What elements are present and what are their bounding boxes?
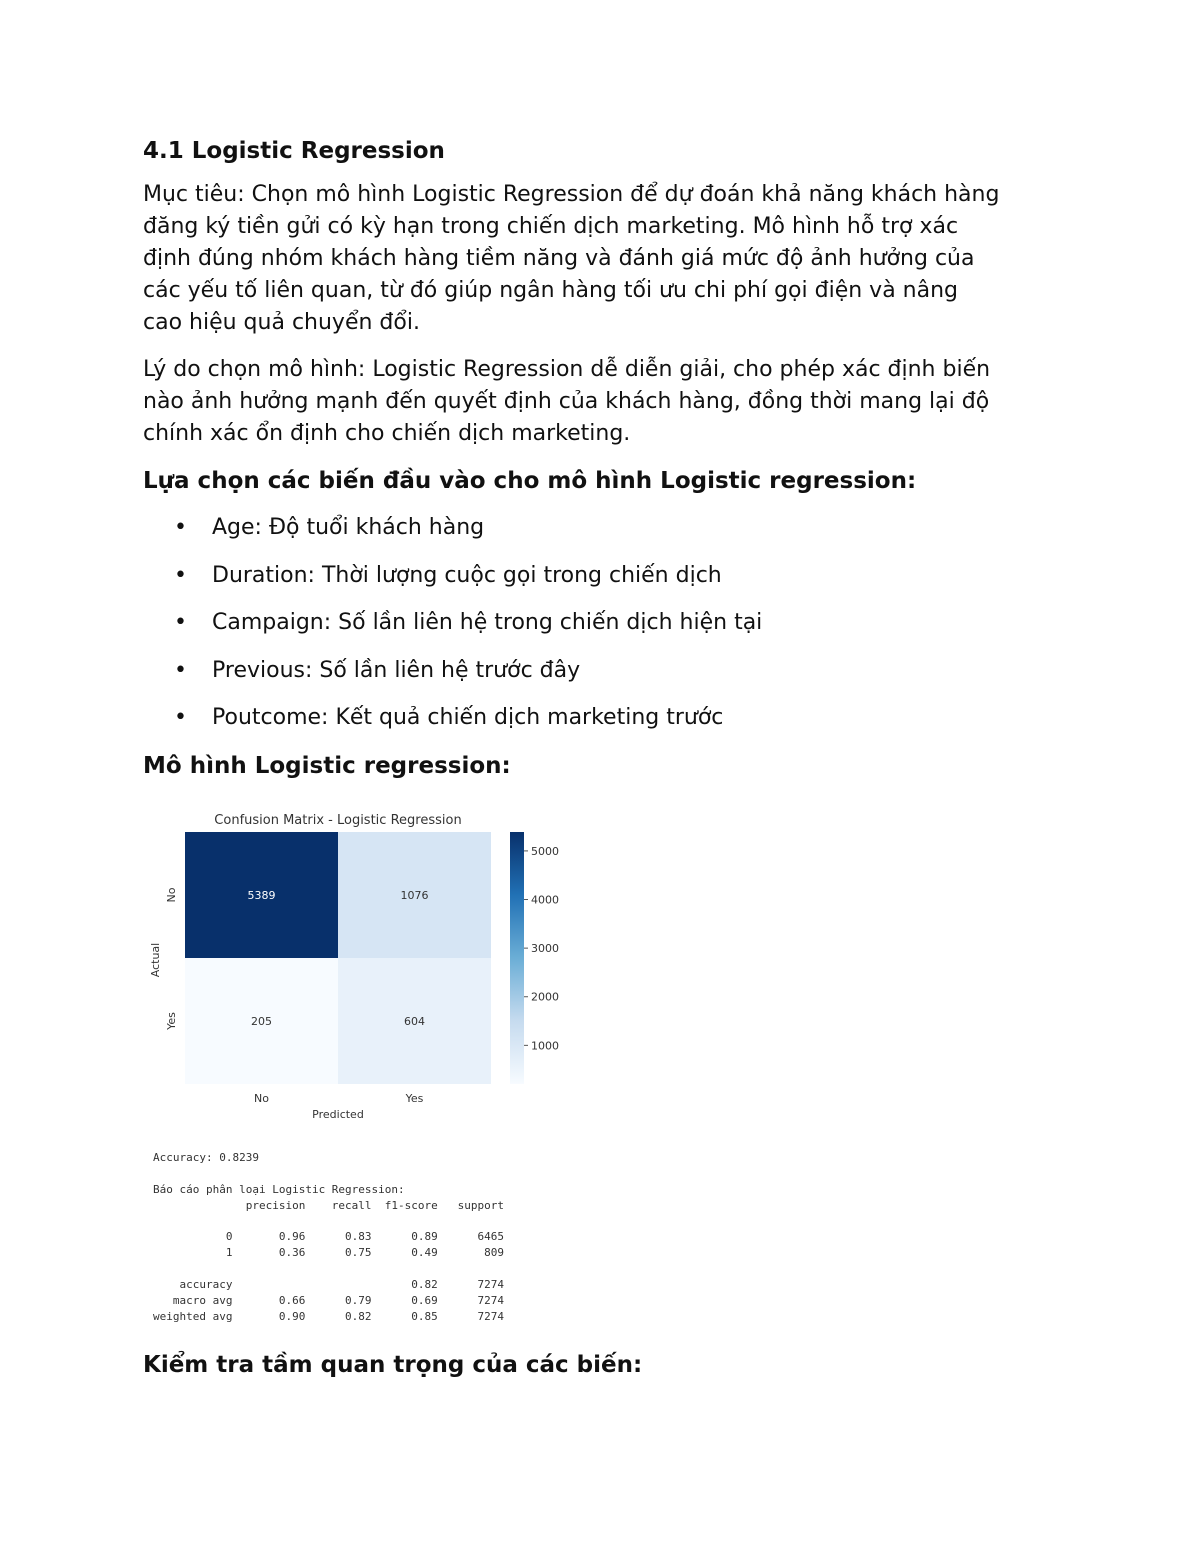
objective-paragraph [143, 179, 1083, 339]
variables-heading: Lựa chọn các biến đầu vào cho mô hình Logistic regression: [143, 468, 917, 494]
colorbar-tick-label: 4000 [531, 893, 559, 907]
y-tick-label: Yes [165, 1012, 178, 1030]
heatmap-cells [185, 832, 491, 1084]
y-axis-label: Actual [149, 942, 162, 978]
variable-text: Poutcome: Kết quả chiến dịch marketing trước [212, 705, 724, 730]
variable-text: Previous: Số lần liên hệ trước đây [212, 657, 581, 683]
report-row: accuracy 0.82 7274 [153, 1278, 504, 1291]
confusion-matrix-chart [143, 800, 583, 1132]
cell-value-label: 205 [251, 1015, 272, 1028]
bullet-icon: • [174, 657, 187, 683]
list-item [143, 560, 1083, 592]
cell-value-label: 5389 [247, 889, 276, 902]
reason-paragraph [143, 354, 1083, 450]
colorbar-tick-label: 5000 [531, 844, 559, 858]
list-item [143, 607, 1083, 639]
paragraph-line: chính xác ổn định cho chiến dịch marketing. [143, 421, 631, 446]
y-tick-label: No [165, 887, 178, 903]
accuracy-line: Accuracy: 0.8239 [153, 1151, 259, 1164]
report-row: macro avg 0.66 0.79 0.69 7274 [153, 1294, 504, 1307]
confusion-matrix-figure [143, 800, 583, 1132]
report-header: precision recall f1-score support [153, 1199, 504, 1212]
report-row: 1 0.36 0.75 0.49 809 [153, 1246, 504, 1259]
colorbar-tick-label: 3000 [531, 942, 559, 956]
colorbar-tick-label: 2000 [531, 990, 559, 1004]
paragraph-line: Lý do chọn mô hình: Logistic Regression dễ diễn giải, cho phép xác định biến [143, 357, 991, 382]
variable-text: Campaign: Số lần liên hệ trong chiến dịch hiện tại [212, 610, 763, 635]
colorbar-ticks [524, 845, 559, 1052]
report-row: 0 0.96 0.83 0.89 6465 [153, 1230, 504, 1243]
section-heading: 4.1 Logistic Regression [143, 138, 445, 164]
bullet-icon: • [174, 515, 187, 540]
bullet-icon: • [174, 610, 187, 635]
variable-text: Duration: Thời lượng cuộc gọi trong chiến dịch [212, 562, 722, 588]
colorbar [510, 832, 524, 1084]
cell-value-label: 1076 [400, 889, 429, 902]
colorbar-tick-label: 1000 [531, 1039, 559, 1053]
x-axis-label: Predicted [312, 1108, 364, 1121]
paragraph-line: đăng ký tiền gửi có kỳ hạn trong chiến dịch marketing. Mô hình hỗ trợ xác [143, 214, 959, 239]
bullet-icon: • [174, 705, 187, 730]
x-tick-label: No [254, 1092, 269, 1105]
cell-value-label: 604 [404, 1015, 425, 1028]
variable-text: Age: Độ tuổi khách hàng [212, 515, 485, 540]
x-tick-label: Yes [405, 1092, 424, 1105]
importance-heading: Kiểm tra tầm quan trọng của các biến: [143, 1352, 643, 1378]
report-title: Báo cáo phân loại Logistic Regression: [153, 1183, 405, 1196]
list-item [143, 655, 1083, 687]
model-heading: Mô hình Logistic regression: [143, 752, 511, 779]
chart-title: Confusion Matrix - Logistic Regression [214, 813, 462, 828]
list-item [143, 512, 1083, 544]
report-row: weighted avg 0.90 0.82 0.85 7274 [153, 1310, 504, 1323]
paragraph-line: cao hiệu quả chuyển đổi. [143, 310, 420, 335]
variables-list [143, 512, 1083, 734]
paragraph-line: các yếu tố liên quan, từ đó giúp ngân hàng tối ưu chi phí gọi điện và nâng [143, 278, 958, 303]
paragraph-line: Mục tiêu: Chọn mô hình Logistic Regression để dự đoán khả năng khách hàng [143, 182, 1000, 207]
classification-report [143, 1148, 563, 1328]
bullet-icon: • [174, 562, 187, 588]
paragraph-line: nào ảnh hưởng mạnh đến quyết định của khách hàng, đồng thời mang lại độ [143, 389, 990, 414]
document-body [143, 135, 1083, 782]
paragraph-line: định đúng nhóm khách hàng tiềm năng và đánh giá mức độ ảnh hưởng của [143, 246, 975, 271]
list-item [143, 702, 1083, 734]
